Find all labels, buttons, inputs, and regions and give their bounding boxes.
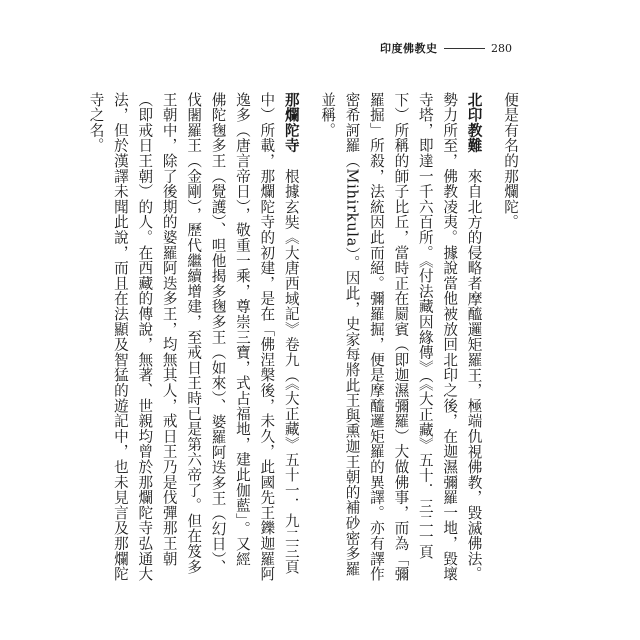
paragraph-nalanda (83, 92, 303, 582)
header-rule (444, 48, 486, 49)
paragraph-continuation (498, 92, 522, 582)
paragraph-north-india (315, 92, 486, 582)
paragraph-text: 來自北方的侵略者摩醯邏矩羅王，極端仇視佛教，毀滅佛法。勢力所至，佛教凌夷。據說當他被放回北印之後，在迦濕彌羅一地，毀壞寺塔，即達一千六百所。《付法藏因緣傳》（《大正藏》五十．三二一頁下）所稱的師子比丘，當時正在罽賓（即迦濕彌羅）大做佛事，而為「彌羅掘」所殺，法統因此而絕。彌羅掘，便是摩醯邏矩羅的異譯。亦有譯作密希訶羅（Mihirkula）。因此，史家每將此王與熏迦王朝的補砂密多羅並稱。 (319, 92, 483, 582)
section-heading: 北印教難 (465, 92, 483, 154)
paragraph-text: 便是有名的那爛陀。 (502, 92, 519, 230)
running-header (380, 40, 512, 56)
page-number: 280 (491, 41, 512, 55)
book-title: 印度佛教史 (380, 42, 438, 55)
vertical-body-text (87, 92, 522, 582)
section-heading: 那爛陀寺 (282, 92, 300, 154)
paragraph-text: 根據玄奘《大唐西域記》卷九（《大正藏》五十一．九二三頁中）所載，那爛陀寺的初建，是在「佛涅槃後，未久，此國先王鑠迦羅阿逸多（唐言帝日），敬重一乘，尊崇三寶，式占福地，建此伽藍」。又經佛陀毱多王（覺護）、呾他揭多毱多王（如來）、婆羅阿迭多王（幻日）、伐闍羅王（金剛），歷代繼續增建，至戒日王時已是第六帝了。但在笈多王朝中，除了後期的婆羅阿迭多王，均無其人，戒日王乃是伐彈那王朝（即戒日王朝）的人。在西藏的傳說，無著、世親均曾於那爛陀寺弘通大法，但於漢譯未聞此說，而且在法顯及智猛的遊記中，也未見言及那爛陀寺之名。 (87, 92, 300, 582)
